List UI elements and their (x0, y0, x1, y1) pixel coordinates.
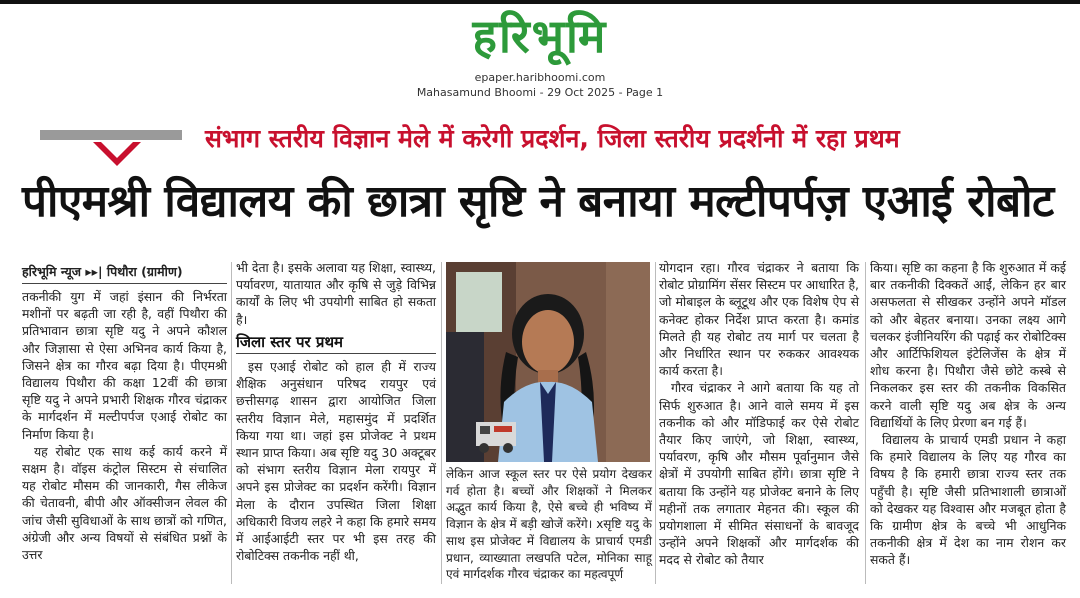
article-column-1 (22, 288, 227, 563)
section-marker-bar (40, 130, 182, 140)
paragraph: भी देता है। इसके अलावा यह शिक्षा, स्वास्थ्य, पर्यावरण, यातायात और कृषि से जुड़े विभिन्न कार्यों के लिए भी उपयोगी साबित हो सकता है। (236, 260, 436, 327)
article-column-3 (446, 466, 652, 583)
paragraph: तकनीकी युग में जहां इंसान की निर्भरता मशीनों पर बढ़ती जा रही है, वहीं पिथौरा की प्रतिभावान छात्रा सृष्टि यदु ने अपने कौशल और जिज्ञासा से ऐसा अभिनव कार्य किया है, जिसने क्षेत्र का गौरव बढ़ा दिया है। पीएमश्री विद्यालय पिथौरा की कक्षा 12वीं की छात्रा सृष्टि यदु ने अपने प्रभारी शिक्षक गौरव चंद्राकर के मार्गदर्शन में मल्टीपर्पज एआई रोबोट का निर्माण किया है। (22, 289, 227, 442)
haribhoomi-logo[interactable]: हरिभूमि (472, 9, 608, 63)
article-column-2 (236, 259, 436, 564)
edition-dateline: Mahasamund Bhoomi - 29 Oct 2025 - Page 1 (416, 86, 664, 99)
article-column-4 (659, 259, 859, 569)
epaper-url[interactable]: epaper.haribhoomi.com (474, 71, 606, 84)
article-column-5 (870, 259, 1066, 569)
student-with-robot-illustration (446, 262, 650, 462)
paragraph: किया। सृष्टि का कहना है कि शुरुआत में कई बार तकनीकी दिक्कतें आईं, लेकिन हर बार असफलता से सीखकर उन्होंने अपने मॉडल को और बेहतर बनाया। उनका लक्ष्य आगे चलकर इंजीनियरिंग की पढ़ाई कर रोबोटिक्स और आर्टिफिशियल इंटेलिजेंस के क्षेत्र में शोध करना है। पिथौरा जैसे छोटे कस्बे से निकलकर इस स्तर की तकनीक विकसित करने वाली सृष्टि यदु अब क्षेत्र के अन्य विद्यार्थियों के लिए प्रेरणा बन गई हैं। (870, 260, 1066, 430)
paragraph: विद्यालय के प्राचार्य एमडी प्रधान ने कहा कि हमारे विद्यालय के लिए यह गौरव का विषय है कि हमारी छात्रा राज्य स्तर तक पहुँची है। सृष्टि जैसी प्रतिभाशाली छात्राओं को देखकर यह विश्वास और मजबूत होता है कि ग्रामीण क्षेत्र के बच्चे भी आधुनिक तकनीकी क्षेत्र में देश का नाम रोशन कर सकते हैं। (870, 432, 1066, 568)
paragraph: लेकिन आज स्कूल स्तर पर ऐसे प्रयोग देखकर गर्व होता है। बच्चों और शिक्षकों ने मिलकर अद्भुत कार्य किया है, ऐसे बच्चे ही भविष्य में विज्ञान के क्षेत्र में बड़ी खोजें करेंगे। xसृष्टि यदु के साथ इस प्रोजेक्ट में विद्यालय के प्राचार्य एमडी प्रधान, व्याख्याता लखपति पटेल, मोनिका साहू एवं मार्गदर्शक गौरव चंद्राकर का महत्वपूर्ण (446, 467, 652, 582)
subheading: जिला स्तर पर प्रथम (236, 334, 436, 354)
column-divider (231, 262, 232, 584)
column-divider (865, 262, 866, 584)
student-photo (446, 262, 650, 462)
chevron-cutout (101, 142, 133, 158)
masthead (0, 4, 1080, 62)
paragraph: योगदान रहा। गौरव चंद्राकर ने बताया कि रोबोट प्रोग्रामिंग सेंसर सिस्टम पर आधारित है, जो मोबाइल के ब्लूटूथ और एक विशेष ऐप से कनेक्ट होकर निर्देश प्राप्त करता है। कमांड मिलते ही यह रोबोट तय मार्ग पर चलता है और निर्धारित स्थान पर रुककर आवश्यक कार्य करता है। (659, 260, 859, 379)
paragraph: गौरव चंद्राकर ने आगे बताया कि यह तो सिर्फ शुरुआत है। आने वाले समय में इस तकनीक को और मॉडिफाई कर ऐसे रोबोट तैयार किए जाएंगे, जो शिक्षा, स्वास्थ्य, पर्यावरण, कृषि और मौसम पूर्वानुमान जैसे क्षेत्रों में उपयोगी साबित होंगे। छात्रा सृष्टि ने बताया कि उन्होंने यह प्रोजेक्ट बनाने के लिए महीनों तक लगातार मेहनत की। स्कूल की प्रयोगशाला में सीमित संसाधनों के बावजूद उन्होंने अपने शिक्षकों और मार्गदर्शक की मदद से रोबोट को तैयार (659, 380, 859, 568)
column-divider (441, 262, 442, 584)
byline: हरिभूमि न्यूज ▸▸| पिथौरा (ग्रामीण) (22, 263, 227, 284)
column-divider (655, 262, 656, 584)
paragraph: इस एआई रोबोट को हाल ही में राज्य शैक्षिक अनुसंधान परिषद रायपुर एवं छत्तीसगढ़ शासन द्वारा आयोजित जिला स्तरीय विज्ञान मेले, महासमुंद में प्रदर्शित किया गया था। जहां इस प्रोजेक्ट ने प्रथम स्थान प्राप्त किया। अब सृष्टि यदु 30 अक्टूबर को संभाग स्तरीय विज्ञान मेला रायपुर में अपने इस प्रोजेक्ट का प्रदर्शन करेंगी। विज्ञान मेला के दौरान उपस्थित जिला शिक्षा अधिकारी विजय लहरे ने कहा कि हमारे समय में आईआईटी स्तर पर भी इस तरह की रोबोटिक्स तकनीक नहीं थी, (236, 359, 436, 564)
kicker-headline: संभाग स्तरीय विज्ञान मेले में करेगी प्रदर्शन, जिला स्तरीय प्रदर्शनी में रहा प्रथम (205, 124, 900, 153)
main-headline: पीएमश्री विद्यालय की छात्रा सृष्टि ने बनाया मल्टीपर्पज़ एआई रोबोट (22, 176, 1054, 227)
paragraph: यह रोबोट एक साथ कई कार्य करने में सक्षम है। वॉइस कंट्रोल सिस्टम से संचालित यह रोबोट मौसम की जानकारी, गैस लीकेज की चेतावनी, बीपी और ऑक्सीजन लेवल की जांच जैसी सुविधाओं के साथ छात्रों को गणित, अंग्रेजी और अन्य विषयों से संबंधित प्रश्नों के उत्तर (22, 443, 227, 563)
